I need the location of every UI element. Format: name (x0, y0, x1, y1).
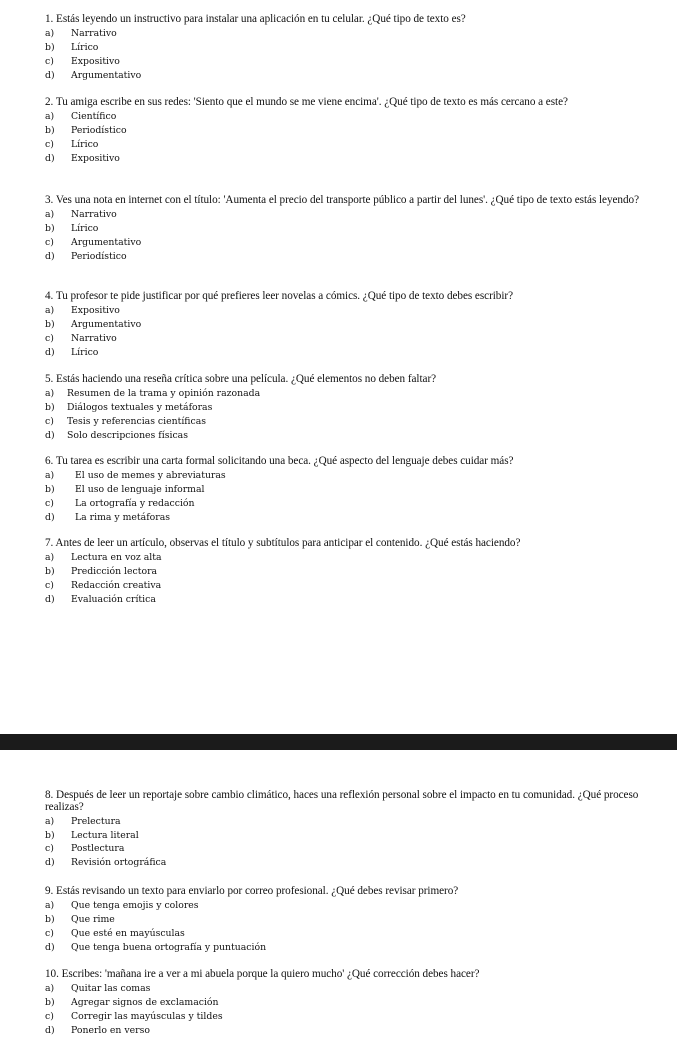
option-c (45, 236, 645, 250)
option-b (45, 41, 645, 55)
option-letter: d) (45, 346, 55, 358)
question-text: 2. Tu amiga escribe en sus redes: 'Siento que el mundo se me viene encima'. ¿Qué tipo de texto es más cercano a este? (45, 96, 568, 108)
option-letter: c) (45, 497, 54, 509)
option-letter: c) (45, 236, 54, 248)
option-b (45, 913, 645, 927)
question-text: 8. Después de leer un reportaje sobre cambio climático, haces una reflexión personal sobre el impacto en tu comunidad. ¿Qué proceso realizas? (45, 789, 639, 813)
option-letter: b) (45, 319, 55, 331)
option-text: Lírico (71, 346, 99, 358)
option-letter: d) (45, 152, 55, 164)
option-d (45, 429, 645, 443)
question-1 (45, 14, 645, 82)
option-text: Argumentativo (71, 319, 142, 331)
option-text: Resumen de la trama y opinión razonada (67, 388, 261, 400)
option-text: Narrativo (71, 28, 117, 40)
option-d (45, 593, 645, 607)
options-list (45, 208, 645, 263)
option-text: Argumentativo (71, 69, 142, 81)
option-text: Narrativo (71, 332, 117, 344)
option-text: Redacción creativa (71, 579, 162, 591)
option-a (45, 208, 645, 222)
option-b (45, 124, 645, 138)
option-a (45, 899, 645, 913)
question-text: 6. Tu tarea es escribir una carta formal solicitando una beca. ¿Qué aspecto del lenguaje debes cuidar más? (45, 455, 514, 467)
options-list (45, 982, 645, 1037)
option-letter: a) (45, 28, 55, 40)
option-letter: a) (45, 552, 55, 564)
option-letter: b) (45, 997, 55, 1009)
option-a (45, 551, 645, 565)
option-text: Expositivo (71, 305, 120, 317)
option-letter: a) (45, 470, 55, 482)
option-text: Diálogos textuales y metáforas (67, 402, 213, 414)
question-5 (45, 374, 645, 442)
question-text: 1. Estás leyendo un instructivo para instalar una aplicación en tu celular. ¿Qué tipo de texto es? (45, 13, 466, 25)
option-a (45, 815, 645, 829)
option-text: La ortografía y redacción (75, 497, 195, 509)
option-text: Expositivo (71, 55, 120, 67)
option-letter: c) (45, 843, 54, 855)
question-text: 7. Antes de leer un artículo, observas el título y subtítulos para anticipar el contenido. ¿Qué estás haciendo? (45, 537, 521, 549)
option-c (45, 415, 645, 429)
option-a (45, 304, 645, 318)
option-letter: b) (45, 566, 55, 578)
option-letter: d) (45, 593, 55, 605)
option-text: Lectura en voz alta (71, 552, 162, 564)
option-a (45, 27, 645, 41)
option-letter: d) (45, 1024, 55, 1036)
question-text: 4. Tu profesor te pide justificar por qué prefieres leer novelas a cómics. ¿Qué tipo de texto debes escribir? (45, 290, 513, 302)
option-letter: a) (45, 815, 55, 827)
option-letter: c) (45, 927, 54, 939)
option-d (45, 941, 645, 955)
option-letter: c) (45, 55, 54, 67)
option-c (45, 497, 645, 511)
option-text: Lírico (71, 223, 99, 235)
question-text: 10. Escribes: 'mañana ire a ver a mi abuela porque la quiero mucho' ¿Qué corrección debes hacer? (45, 968, 480, 980)
option-b (45, 222, 645, 236)
page-break-band (0, 734, 677, 750)
question-8 (45, 790, 645, 870)
option-d (45, 1024, 645, 1038)
option-text: La rima y metáforas (75, 511, 171, 523)
option-text: Lírico (71, 42, 99, 54)
option-text: Postlectura (71, 843, 125, 855)
option-text: Argumentativo (71, 236, 142, 248)
option-a (45, 387, 645, 401)
option-text: Solo descripciones físicas (67, 429, 188, 441)
option-c (45, 55, 645, 69)
question-3 (45, 195, 645, 263)
option-letter: d) (45, 857, 55, 869)
option-b (45, 996, 645, 1010)
option-text: Que tenga buena ortografía y puntuación (71, 941, 267, 953)
option-letter: d) (45, 69, 55, 81)
options-list (45, 815, 645, 870)
option-c (45, 842, 645, 856)
options-list (45, 469, 645, 524)
options-list (45, 110, 645, 165)
question-4 (45, 291, 645, 359)
option-text: Corregir las mayúsculas y tildes (71, 1010, 223, 1022)
option-letter: b) (45, 402, 55, 414)
question-text: 5. Estás haciendo una reseña crítica sobre una película. ¿Qué elementos no deben faltar? (45, 373, 437, 385)
option-letter: a) (45, 983, 55, 995)
option-d (45, 250, 645, 264)
page-bottom-section (0, 750, 677, 1047)
options-list (45, 551, 645, 606)
option-letter: b) (45, 125, 55, 137)
option-text: Agregar signos de exclamación (71, 997, 219, 1009)
option-b (45, 829, 645, 843)
option-c (45, 579, 645, 593)
option-text: Revisión ortográfica (71, 857, 167, 869)
option-b (45, 483, 645, 497)
option-text: Científico (71, 111, 117, 123)
option-letter: d) (45, 250, 55, 262)
option-text: Predicción lectora (71, 566, 158, 578)
option-text: Que rime (71, 914, 115, 926)
option-letter: d) (45, 429, 55, 441)
option-a (45, 982, 645, 996)
option-text: Tesis y referencias científicas (67, 415, 207, 427)
option-b (45, 401, 645, 415)
option-letter: c) (45, 579, 54, 591)
option-c (45, 138, 645, 152)
option-letter: a) (45, 388, 55, 400)
option-text: Periodístico (71, 125, 127, 137)
option-text: Expositivo (71, 152, 120, 164)
option-text: Ponerlo en verso (71, 1024, 150, 1036)
option-d (45, 346, 645, 360)
option-text: Que esté en mayúsculas (71, 927, 185, 939)
question-9 (45, 886, 645, 954)
option-letter: a) (45, 305, 55, 317)
option-letter: b) (45, 914, 55, 926)
options-list (45, 304, 645, 359)
option-text: El uso de lenguaje informal (75, 484, 205, 496)
option-c (45, 1010, 645, 1024)
option-letter: c) (45, 138, 54, 150)
option-text: Periodístico (71, 250, 127, 262)
option-d (45, 856, 645, 870)
question-7 (45, 538, 645, 606)
options-list (45, 899, 645, 954)
option-letter: a) (45, 209, 55, 221)
option-text: Que tenga emojis y colores (71, 900, 199, 912)
option-a (45, 110, 645, 124)
question-2 (45, 97, 645, 165)
option-letter: d) (45, 941, 55, 953)
option-d (45, 152, 645, 166)
option-c (45, 332, 645, 346)
option-letter: d) (45, 511, 55, 523)
options-list (45, 27, 645, 82)
option-letter: c) (45, 1010, 54, 1022)
option-letter: b) (45, 223, 55, 235)
option-c (45, 927, 645, 941)
option-text: Evaluación crítica (71, 593, 156, 605)
question-6 (45, 456, 645, 524)
question-10 (45, 969, 645, 1037)
option-letter: c) (45, 415, 54, 427)
option-a (45, 469, 645, 483)
option-letter: a) (45, 900, 55, 912)
option-text: Prelectura (71, 815, 121, 827)
option-text: Quitar las comas (71, 983, 151, 995)
option-b (45, 318, 645, 332)
option-letter: c) (45, 332, 54, 344)
option-letter: b) (45, 484, 55, 496)
option-b (45, 565, 645, 579)
question-text: 3. Ves una nota en internet con el título: 'Aumenta el precio del transporte público a partir del lunes'. ¿Qué tipo de texto estás leyendo? (45, 194, 639, 206)
option-text: El uso de memes y abreviaturas (75, 470, 226, 482)
option-text: Lírico (71, 138, 99, 150)
option-letter: b) (45, 42, 55, 54)
option-letter: a) (45, 111, 55, 123)
question-text: 9. Estás revisando un texto para enviarlo por correo profesional. ¿Qué debes revisar primero? (45, 885, 459, 897)
option-d (45, 69, 645, 83)
option-d (45, 511, 645, 525)
option-letter: b) (45, 829, 55, 841)
option-text: Narrativo (71, 209, 117, 221)
options-list (45, 387, 645, 442)
option-text: Lectura literal (71, 829, 139, 841)
